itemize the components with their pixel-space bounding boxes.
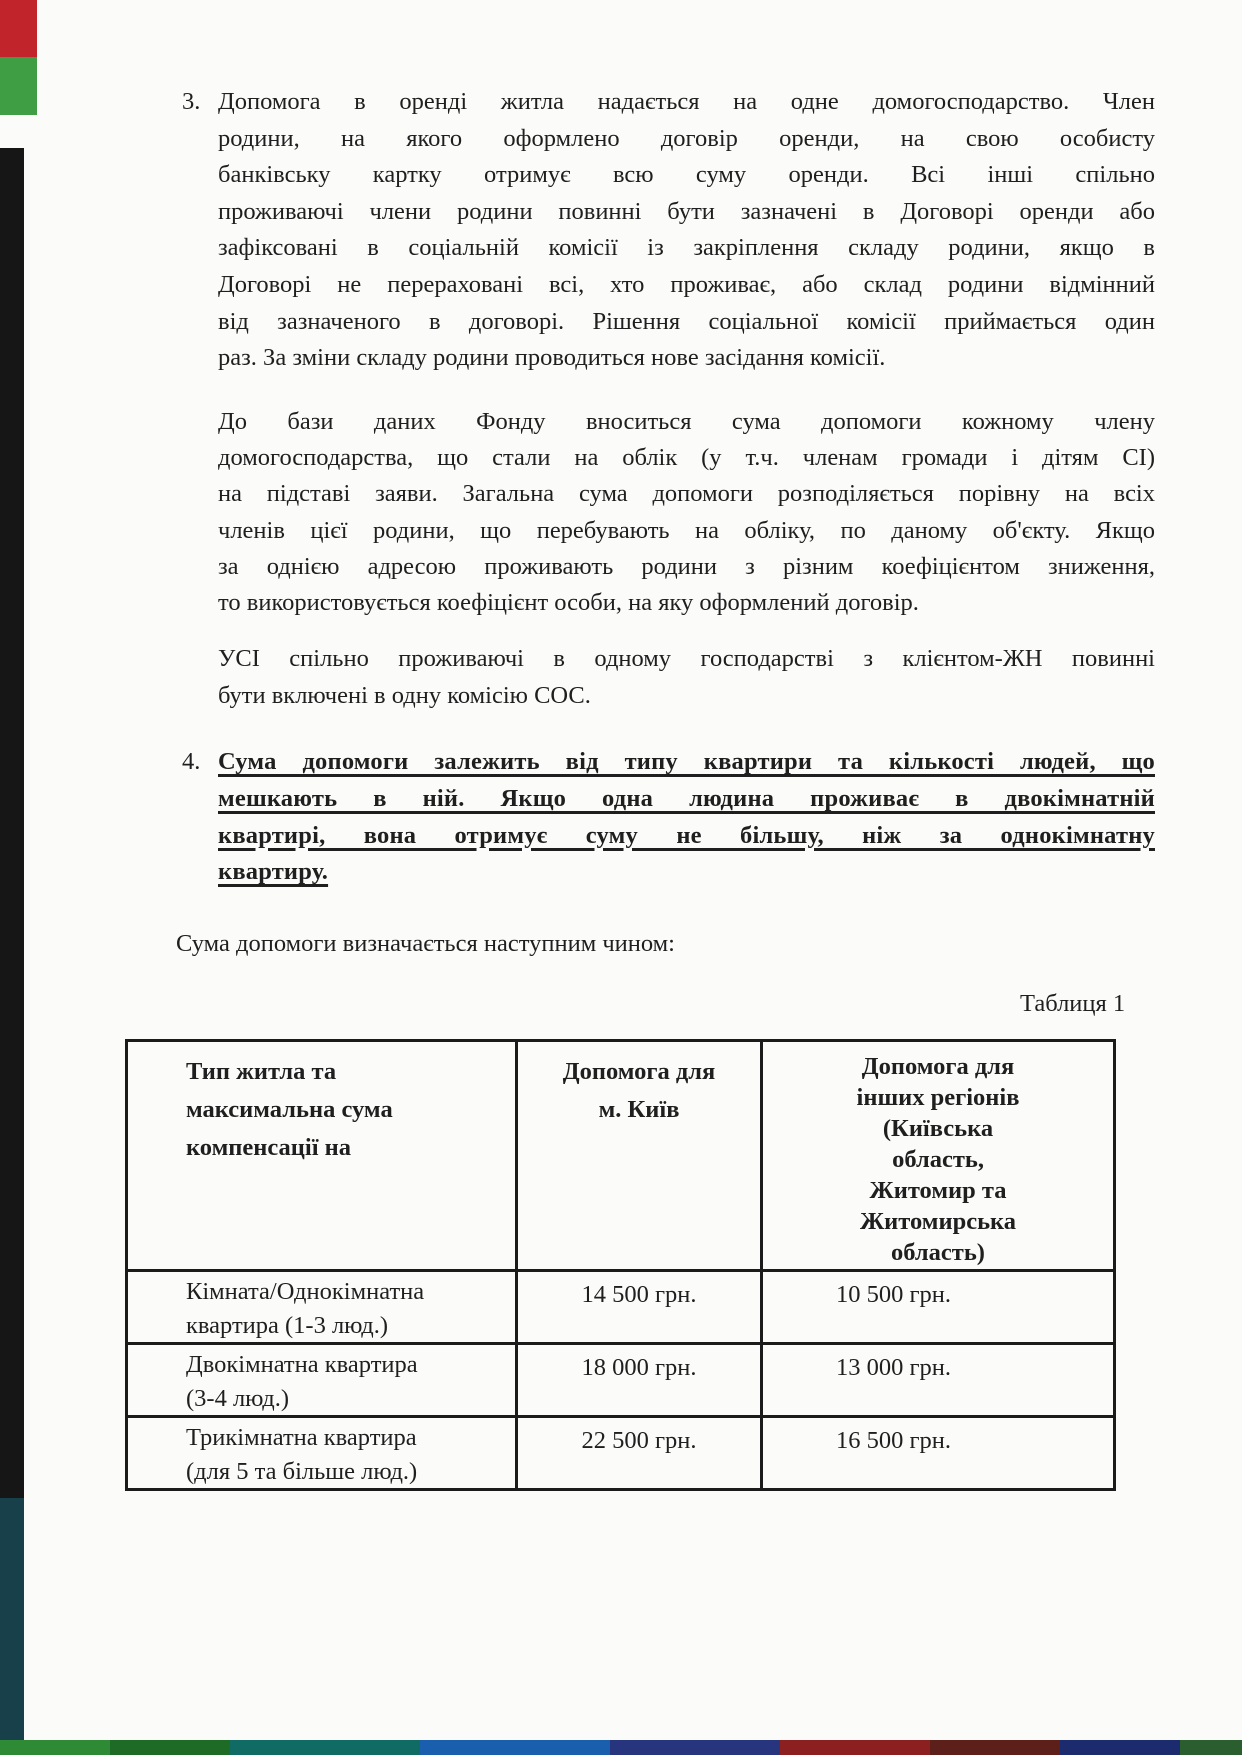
scan-bottom-strip bbox=[0, 1740, 1242, 1755]
cell-line: квартира (1-3 люд.) bbox=[186, 1311, 388, 1339]
item-3-line: банківську картку отримує всю суму оренди. Всі інші спільно bbox=[218, 161, 1155, 189]
header-line: Тип житла та bbox=[186, 1058, 337, 1085]
paragraph-line: членів цієї родини, що перебувають на обліку, по даному об'єкту. Якщо bbox=[218, 516, 1155, 544]
header-line: компенсації на bbox=[186, 1134, 352, 1161]
scan-edge-artifact-left-bar bbox=[0, 148, 24, 1498]
kyiv-amount-cell: 22 500 грн. bbox=[517, 1417, 762, 1490]
header-line: область) bbox=[891, 1239, 985, 1266]
item-4-line: мешкають в ній. Якщо одна людина проживає в двокімнатній bbox=[218, 784, 1155, 812]
item-3-line: родини, на якого оформлено договір оренди, на свою особисту bbox=[218, 124, 1155, 152]
paragraph-line: то використовується коефіцієнт особи, на яку оформлений договір. bbox=[218, 589, 919, 617]
cell-line: Кімната/Однокімнатна bbox=[186, 1278, 425, 1305]
other-amount-cell: 10 500 грн. bbox=[762, 1271, 1115, 1344]
header-line: Житомир та bbox=[869, 1177, 1007, 1204]
cell-line: (3-4 люд.) bbox=[186, 1384, 289, 1412]
paragraph-line: До бази даних Фонду вноситься сума допомоги кожному члену bbox=[218, 408, 1155, 435]
paragraph-usi-commission bbox=[218, 641, 1155, 714]
cell-line: Трикімнатна квартира bbox=[186, 1424, 417, 1451]
paragraph-line: домогосподарства, що стали на облік (у т.ч. членам громади і дітям СІ) bbox=[218, 444, 1155, 472]
item-3-line: Договорі не перераховані всі, хто проживає, або склад родини відмінний bbox=[218, 270, 1155, 298]
item-3-line: Допомога в оренді житла надається на одне домогосподарство. Член bbox=[218, 88, 1155, 115]
item-4-line: квартирі, вона отримує суму не більшу, ніж за однокімнатну bbox=[218, 821, 1155, 849]
scan-strip-segment bbox=[0, 1740, 110, 1755]
header-line: м. Київ bbox=[598, 1096, 680, 1123]
cell-line: (для 5 та більше люд.) bbox=[186, 1457, 418, 1485]
item-4-number: 4. bbox=[182, 748, 201, 775]
header-line: Житомирська bbox=[859, 1208, 1017, 1235]
item-4-line: квартиру. bbox=[218, 858, 329, 886]
table-caption: Таблиця 1 bbox=[1020, 990, 1126, 1017]
numbered-item-4 bbox=[182, 744, 1155, 891]
scan-strip-segment bbox=[610, 1740, 780, 1755]
header-kyiv-aid bbox=[517, 1041, 762, 1271]
item-4-line: Сума допомоги залежить від типу квартири та кількості людей, що bbox=[218, 748, 1155, 775]
item-3-line: проживаючі члени родини повинні бути зазначені в Договорі оренди або bbox=[218, 197, 1155, 225]
paragraph-line: за однією адресою проживають родини з різним коефіцієнтом зниження, bbox=[218, 552, 1155, 580]
table-intro-line: Сума допомоги визначається наступним чином: bbox=[176, 930, 675, 957]
scan-strip-segment bbox=[420, 1740, 610, 1755]
header-line: область, bbox=[892, 1146, 984, 1173]
header-line: (Київська bbox=[882, 1115, 994, 1142]
header-line: інших регіонів bbox=[856, 1084, 1020, 1111]
scan-edge-artifact-red bbox=[0, 0, 37, 57]
header-line: Допомога для bbox=[861, 1053, 1015, 1080]
paragraph-line: бути включені в одну комісію СОС. bbox=[218, 681, 591, 709]
item-3-number: 3. bbox=[182, 88, 201, 115]
scan-strip-segment bbox=[1060, 1740, 1180, 1755]
paragraph-fund-database bbox=[218, 404, 1155, 621]
scan-strip-segment bbox=[780, 1740, 930, 1755]
housing-type-cell bbox=[127, 1417, 517, 1490]
numbered-item-3 bbox=[182, 84, 1155, 377]
compensation-table bbox=[125, 1039, 1116, 1491]
item-3-line: раз. За зміни складу родини проводиться нове засідання комісії. bbox=[218, 344, 886, 372]
housing-type-cell bbox=[127, 1271, 517, 1344]
table-row bbox=[127, 1344, 1115, 1417]
other-amount-cell: 16 500 грн. bbox=[762, 1417, 1115, 1490]
header-line: максимальна сума bbox=[186, 1096, 393, 1123]
paragraph-line: УСІ спільно проживаючі в одному господарстві з клієнтом-ЖН повинні bbox=[218, 645, 1155, 672]
scan-strip-segment bbox=[230, 1740, 420, 1755]
item-3-line: зафіксовані в соціальній комісії із закріплення складу родини, якщо в bbox=[218, 234, 1155, 262]
scan-edge-artifact-green bbox=[0, 57, 37, 115]
kyiv-amount-cell: 18 000 грн. bbox=[517, 1344, 762, 1417]
other-amount-cell: 13 000 грн. bbox=[762, 1344, 1115, 1417]
kyiv-amount-cell: 14 500 грн. bbox=[517, 1271, 762, 1344]
header-line: Допомога для bbox=[562, 1058, 716, 1085]
scan-edge-artifact-left-bar-lower bbox=[0, 1498, 24, 1744]
header-other-regions-aid bbox=[762, 1041, 1115, 1271]
paragraph-line: на підставі заяви. Загальна сума допомоги розподіляється порівну на всіх bbox=[218, 480, 1155, 508]
table-row bbox=[127, 1417, 1115, 1490]
scan-strip-segment bbox=[930, 1740, 1060, 1755]
header-housing-type bbox=[127, 1041, 517, 1271]
scan-strip-segment bbox=[1180, 1740, 1242, 1755]
cell-line: Двокімнатна квартира bbox=[186, 1351, 418, 1378]
table-row bbox=[127, 1271, 1115, 1344]
housing-type-cell bbox=[127, 1344, 517, 1417]
scan-strip-segment bbox=[110, 1740, 230, 1755]
item-3-line: від зазначеного в договорі. Рішення соціальної комісії приймається один bbox=[218, 307, 1155, 335]
table-header-row bbox=[127, 1041, 1115, 1271]
